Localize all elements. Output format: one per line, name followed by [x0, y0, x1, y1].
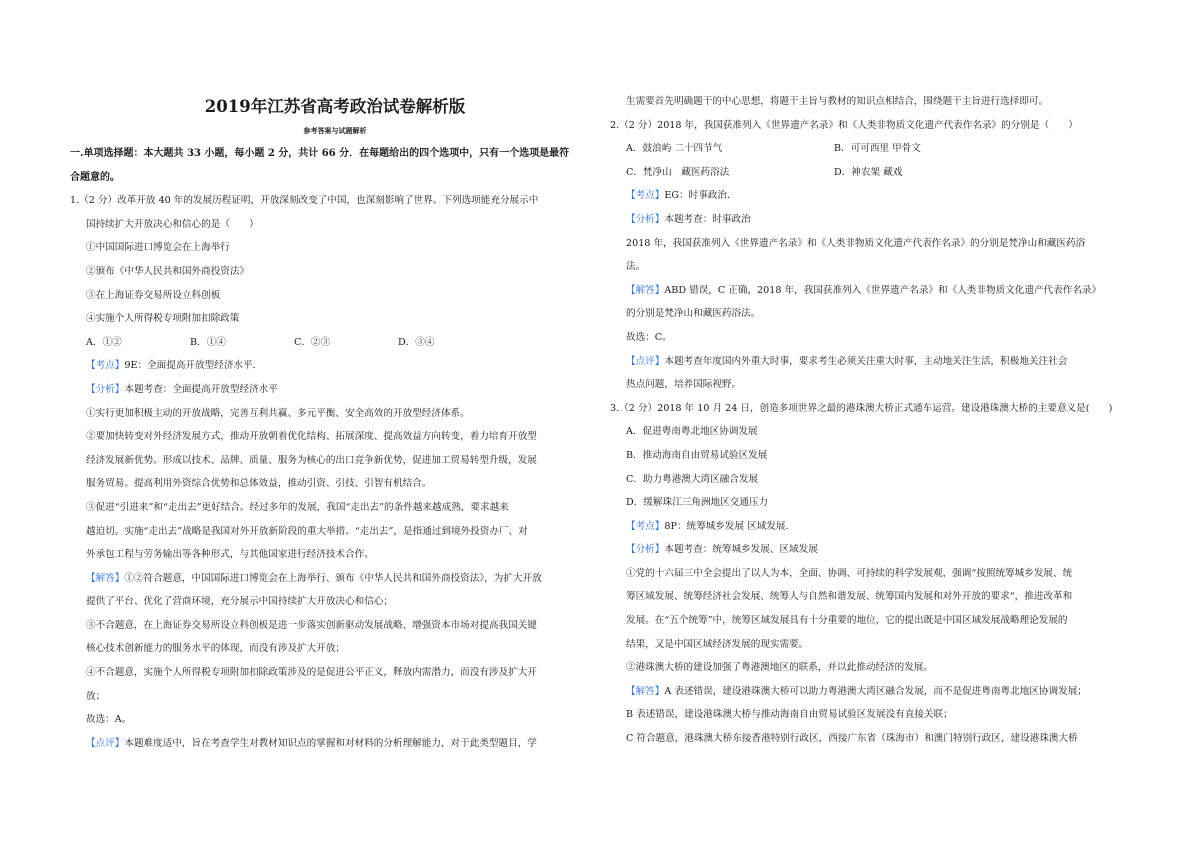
q1-item: ④实施个人所得税专项附加扣除政策 — [86, 313, 240, 325]
q1-item: ②颁布《中华人民共和国外商投资法》 — [86, 265, 250, 277]
q2-jieda-line: 的分别是梵净山和藏医药浴法。 — [626, 308, 761, 320]
q1-stem-line-1: 1.（2 分）改革开放 40 年的发展历程证明，开放深刻改变了中国，也深刻影响了世界。下列选项能充分展示中 — [70, 195, 539, 207]
q2-answer: 故选：C。 — [626, 331, 672, 343]
dianping-text: 本题考查年度国内外重大时事，要求考生必须关注重大时事，主动地关注生活，积极地关注社会 — [664, 355, 1068, 367]
q2-analysis-line: 2018 年，我国获准列入《世界遗产名录》和《人类非物质文化遗产代表作名录》的分别是梵净山和藏医药浴 — [626, 237, 1086, 249]
jieda-text: A 表述错误，建设港珠澳大桥可以助力粤港澳大湾区融合发展，而不是促进粤南粤北地区协调发展； — [664, 685, 1087, 697]
dianping-tag: 【点评】 — [86, 737, 125, 749]
q1-jieda-line: ③不合题意，在上海证券交易所设立科创板是进一步落实创新驱动发展战略、增强资本市场对提高我国关键 — [86, 619, 537, 631]
fenxi-tag: 【分析】 — [626, 544, 665, 556]
q1-analysis-line: ②要加快转变对外经济发展方式，推动开放朝着优化结构、拓展深度、提高效益方向转变，着力培育开放型 — [86, 431, 537, 443]
q3-analysis-line: ②港珠澳大桥的建设加强了粤港澳地区的联系，并以此推动经济的发展。 — [626, 662, 933, 674]
kaodian-tag: 【考点】 — [86, 360, 125, 372]
q1-jieda-line: 核心技术创新能力的服务水平的体现，而没有涉及扩大开放； — [86, 643, 346, 655]
fenxi-tag: 【分析】 — [86, 383, 125, 395]
document-title: 2019年江苏省高考政治试卷解析版 — [204, 97, 466, 116]
q3-analysis-line: 结果，又是中国区域经济发展的现实需要。 — [626, 638, 809, 650]
q1-options — [70, 331, 600, 355]
q2-option-d: D．神农架 藏戏 — [834, 166, 903, 178]
q1-analysis-line: 越迫切。实施“走出去”战略是我国对外开放新阶段的重大举措。“走出去”，是指通过到境外投资办厂、对 — [86, 525, 528, 537]
q2-options-row-2 — [610, 161, 1140, 185]
q3-option-b: B．推动海南自由贸易试验区发展 — [626, 449, 768, 461]
q2-stem: 2.（2 分）2018 年，我国获准列入《世界遗产名录》和《人类非物质文化遗产代表作名录》的分别是（ ） — [610, 119, 1078, 131]
jieda-tag: 【解答】 — [626, 284, 665, 296]
q3-option-c: C．助力粤港澳大湾区融合发展 — [626, 473, 759, 485]
q1-stem-line-2: 国持续扩大开放决心和信心的是（ ） — [86, 218, 259, 230]
q1-item: ③在上海证券交易所设立科创板 — [86, 289, 221, 301]
q3-jieda-line: B 表述错误，建设港珠澳大桥与推动海南自由贸易试验区发展没有直接关联； — [626, 709, 953, 721]
dianping-text: 本题难度适中，旨在考查学生对教材知识点的掌握和对材料的分析理解能力，对于此类型题目，学 — [124, 737, 537, 749]
q1-item: ①中国国际进口博览会在上海举行 — [86, 242, 230, 254]
q1-jieda-line: 放； — [86, 690, 106, 702]
q1-jieda — [70, 567, 600, 591]
kaodian-text: 8P：统筹城乡发展 区域发展． — [664, 520, 796, 532]
kaodian-text: EG：时事政治． — [664, 190, 737, 202]
kaodian-tag: 【考点】 — [626, 190, 665, 202]
q1-jieda-line: ④不合题意，实施个人所得税专项附加扣除政策涉及的是促进公平正义，释放内需潜力，而没有涉及扩大开 — [86, 667, 537, 679]
q1-dianping-continued: 生需要首先明确题干的中心思想，将题干主旨与教材的知识点相结合，围绕题干主旨进行选择即可。 — [626, 96, 1049, 107]
jieda-tag: 【解答】 — [626, 685, 665, 697]
q1-kaodian — [70, 354, 600, 378]
q2-dianping-line: 热点问题，培养国际视野。 — [626, 379, 742, 391]
q3-option-d: D．缓解珠江三角洲地区交通压力 — [626, 497, 769, 509]
q3-kaodian — [610, 515, 1140, 539]
fenxi-tag: 【分析】 — [626, 213, 665, 225]
q3-stem: 3.（2 分）2018 年 10 月 24 日，创造多项世界之最的港珠澳大桥正式通车运营。建设港珠澳大桥的主要意义是( ) — [610, 402, 1113, 414]
q2-dianping — [610, 350, 1140, 374]
q1-option-a: A．①② — [86, 336, 122, 348]
q2-fenxi — [610, 208, 1140, 232]
q1-analysis-line: 外承包工程与劳务输出等各种形式，与其他国家进行经济技术合作。 — [86, 549, 374, 561]
fenxi-text: 本题考查：时事政治 — [664, 213, 751, 225]
q2-kaodian — [610, 184, 1140, 208]
q2-analysis-line: 法。 — [626, 261, 646, 273]
q1-analysis-line: 经济发展新优势。形成以技术、品牌、质量、服务为核心的出口竞争新优势，促进加工贸易转型升级，发展 — [86, 454, 537, 466]
q1-option-d: D．③④ — [398, 336, 435, 348]
document-subtitle: 参考答案与试题解析 — [303, 126, 367, 135]
q1-analysis-line: ①实行更加积极主动的开放战略，完善互利共赢、多元平衡、安全高效的开放型经济体系。 — [86, 407, 470, 419]
q3-jieda-line: C 符合题意，港珠澳大桥东接香港特别行政区，西接广东省（珠海市）和澳门特别行政区，建设港珠澳大桥 — [626, 733, 1078, 745]
q2-option-b: B．可可西里 甲骨文 — [834, 143, 921, 155]
section-heading-line-1: 一.单项选择题：本大题共 33 小题，每小题 2 分，共计 66 分．在每题给出的四个选项中，只有一个选项是最符 — [70, 148, 570, 159]
q1-answer: 故选：A。 — [86, 714, 132, 726]
q3-analysis-line: 发展。在“五个统筹”中，统筹区域发展具有十分重要的地位，它的提出既是中国区域发展战略理论发展的 — [626, 615, 1068, 627]
q2-option-a: A．鼓浪屿 二十四节气 — [626, 143, 723, 155]
jieda-text: ①②符合题意，中国国际进口博览会在上海举行、颁布《中华人民共和国外商投资法》，为扩大开放 — [124, 572, 542, 584]
q1-option-b: B．①④ — [190, 336, 226, 348]
q1-option-c: C．②③ — [294, 336, 331, 348]
q2-options-row-1 — [610, 137, 1140, 161]
q3-jieda — [610, 680, 1140, 704]
fenxi-text: 本题考查：全面提高开放型经济水平 — [124, 383, 278, 395]
jieda-text: ABD 错误，C 正确，2018 年，我国获准列入《世界遗产名录》和《人类非物质文化遗产代表作名录》 — [664, 284, 1102, 296]
q2-option-c: C．梵净山 藏医药浴法 — [626, 166, 730, 178]
q2-jieda — [610, 279, 1140, 303]
q1-fenxi — [70, 378, 600, 402]
q3-option-a: A．促进粤南粤北地区协调发展 — [626, 426, 758, 438]
q1-dianping — [70, 732, 600, 756]
section-heading-line-2: 合题意的。 — [70, 171, 120, 183]
q1-analysis-line: 服务贸易。提高利用外资综合优势和总体效益，推动引资、引技、引智有机结合。 — [86, 478, 432, 490]
kaodian-tag: 【考点】 — [626, 520, 665, 532]
q1-jieda-line: 提供了平台、优化了营商环境，充分展示中国持续扩大开放决心和信心； — [86, 596, 393, 608]
right-column — [610, 90, 1140, 751]
q3-analysis-line: 筹区域发展、统筹经济社会发展、统筹人与自然和谐发展、统筹国内发展和对外开放的要求“，推进改革和 — [626, 591, 1073, 603]
q1-analysis-line: ③促进“引进来”和“走出去”更好结合。经过多年的发展，我国“走出去”的条件越来越成熟，要求越来 — [86, 501, 509, 513]
dianping-tag: 【点评】 — [626, 355, 665, 367]
kaodian-text: 9E：全面提高开放型经济水平． — [124, 360, 263, 372]
q3-analysis-line: ①党的十六届三中全会提出了以人为本，全面、协调、可持续的科学发展观，强调“按照统筹城乡发展、统 — [626, 567, 1073, 579]
left-column — [70, 88, 600, 755]
fenxi-text: 本题考查：统筹城乡发展、区域发展 — [664, 544, 818, 556]
q3-fenxi — [610, 538, 1140, 562]
jieda-tag: 【解答】 — [86, 572, 125, 584]
